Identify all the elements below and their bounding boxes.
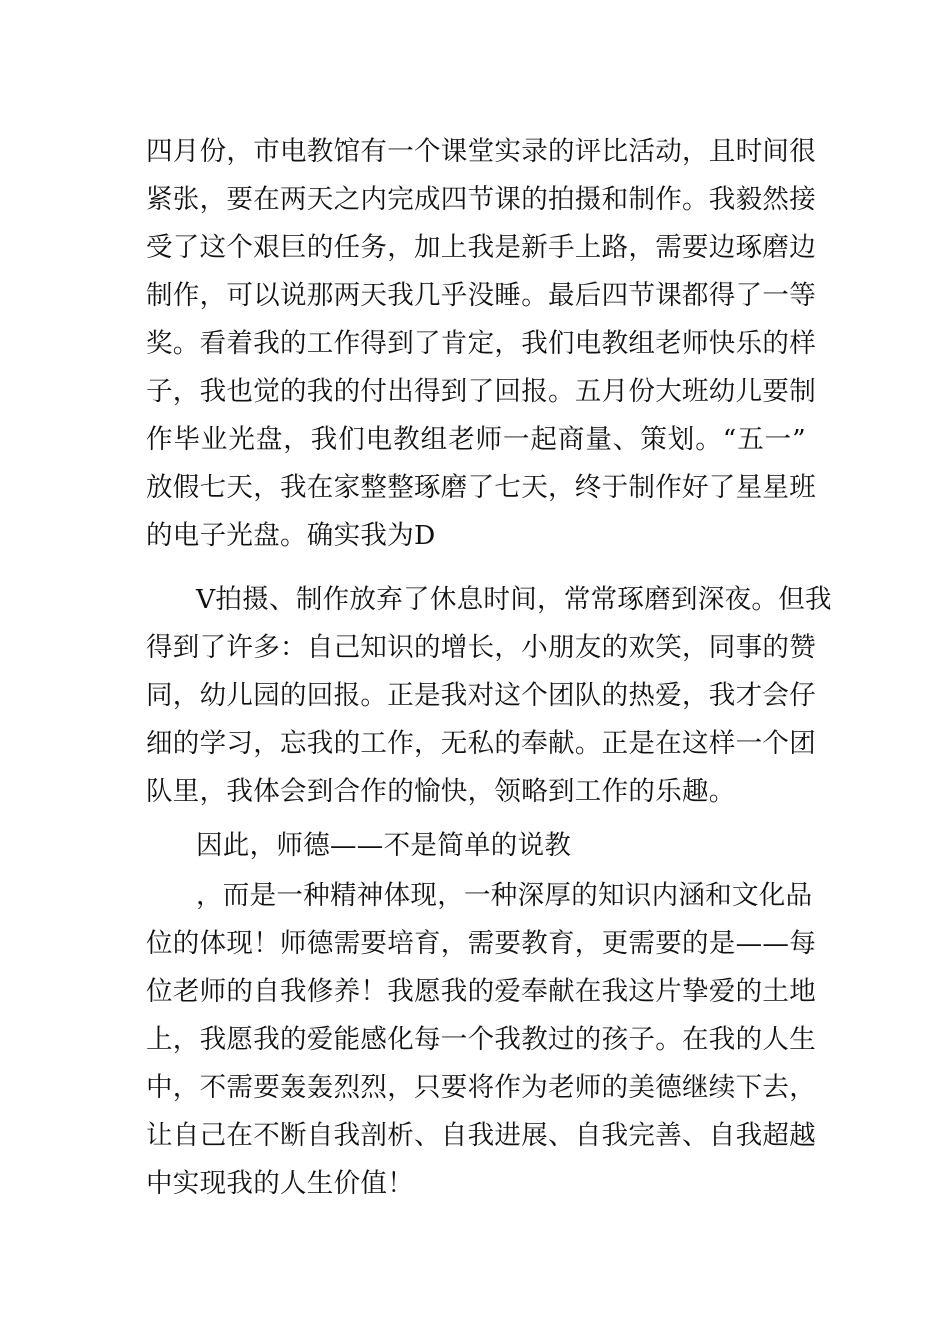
text-line: 子，我也觉的我的付出得到了回报。五月份大班幼儿要制 — [146, 376, 816, 407]
text-line: 制作，可以说那两天我几乎没睡。最后四节课都得了一等 — [146, 280, 816, 311]
text-line: 位的体现！师德需要培育，需要教育，更需要的是——每 — [146, 928, 816, 959]
text-line: V拍摄、制作放弃了休息时间，常常琢磨到深夜。但我 — [196, 584, 832, 615]
text-line: 细的学习，忘我的工作，无私的奉献。正是在这样一个团 — [146, 728, 816, 759]
text-line: 的电子光盘。确实我为D — [146, 520, 436, 551]
text-line: ，而是一种精神体现，一种深厚的知识内涵和文化品 — [196, 880, 813, 911]
text-line: 因此，师德——不是简单的说教 — [196, 830, 572, 861]
text-line: 受了这个艰巨的任务，加上我是新手上路，需要边琢磨边 — [146, 232, 816, 263]
text-line: 同，幼儿园的回报。正是我对这个团队的热爱，我才会仔 — [146, 680, 816, 711]
text-line: 放假七天，我在家整整琢磨了七天，终于制作好了星星班 — [146, 472, 816, 503]
text-line: 让自己在不断自我剖析、自我进展、自我完善、自我超越 — [146, 1120, 816, 1151]
text-line: 位老师的自我修养！我愿我的爱奉献在我这片挚爱的土地 — [146, 976, 816, 1007]
text-line: 中，不需要轰轰烈烈，只要将作为老师的美德继续下去， — [146, 1072, 816, 1103]
text-line: 奖。看着我的工作得到了肯定，我们电教组老师快乐的样 — [146, 328, 816, 359]
text-line: 队里，我体会到合作的愉快，领略到工作的乐趣。 — [146, 776, 736, 807]
text-line: 得到了许多：自己知识的增长，小朋友的欢笑，同事的赞 — [146, 632, 816, 663]
text-line: 上，我愿我的爱能感化每一个我教过的孩子。在我的人生 — [146, 1024, 816, 1055]
text-line: 紧张，要在两天之内完成四节课的拍摄和制作。我毅然接 — [146, 184, 816, 215]
text-line: 中实现我的人生价值！ — [146, 1168, 414, 1199]
text-line: 四月份，市电教馆有一个课堂实录的评比活动，且时间很 — [146, 136, 816, 167]
text-line: 作毕业光盘，我们电教组老师一起商量、策划。“五一” — [146, 424, 806, 455]
